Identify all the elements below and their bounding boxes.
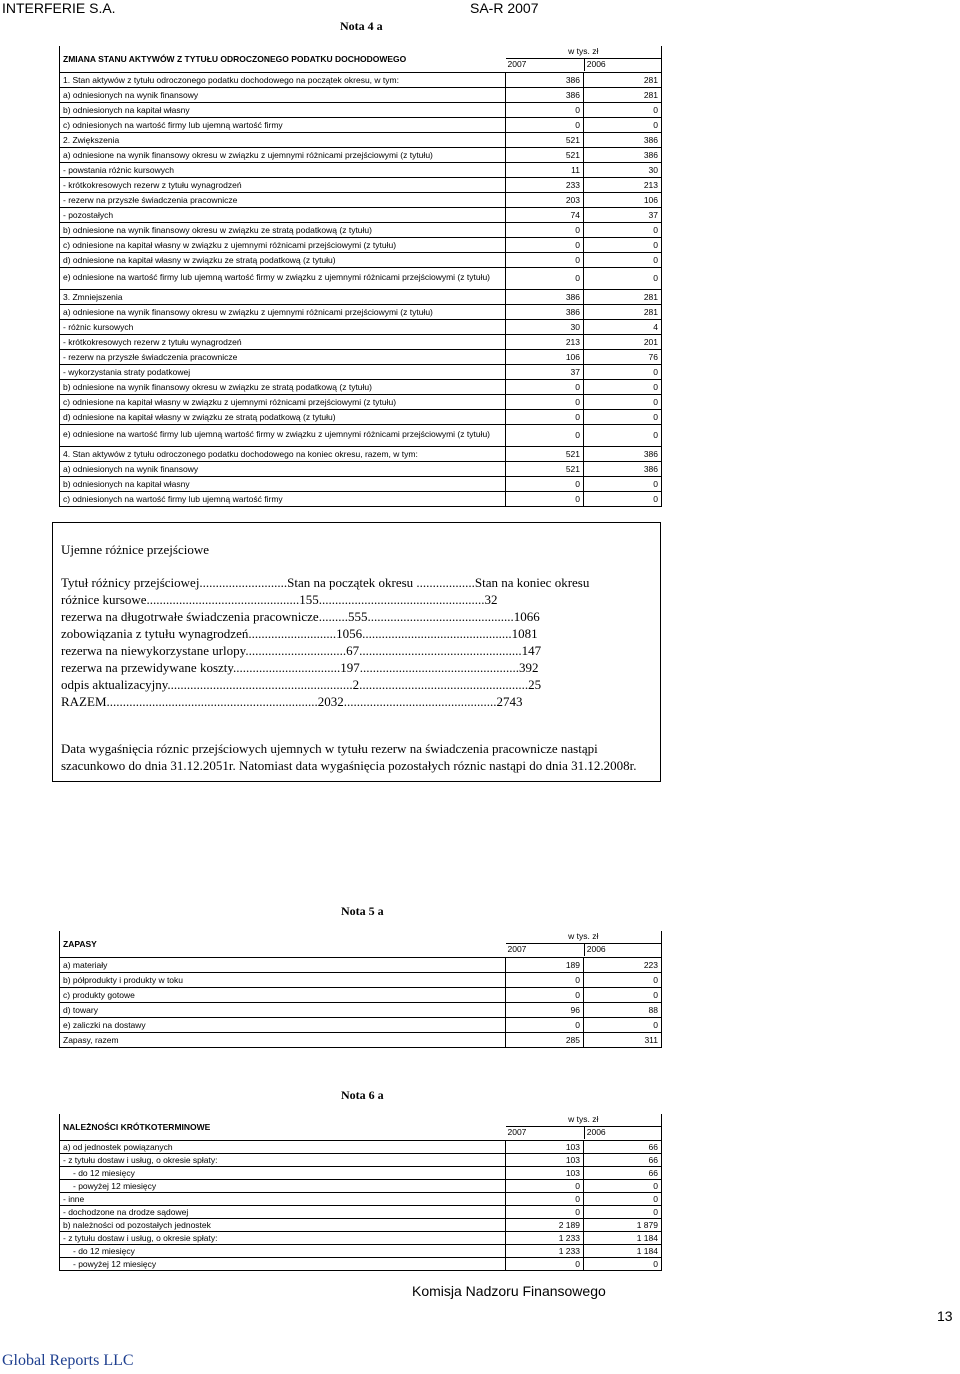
value-2006: 30 [584, 162, 662, 177]
row-label: b) półprodukty i produkty w toku [60, 972, 506, 987]
value-2006: 0 [584, 476, 662, 491]
value-2006: 0 [584, 102, 662, 117]
table-row [60, 87, 662, 102]
row-label: - inne [60, 1192, 506, 1205]
value-2006: 76 [584, 349, 662, 364]
row-label: a) odniesionych na wynik finansowy [60, 87, 506, 102]
row-label: a) odniesione na wynik finansowy okresu w związku z ujemnymi różnicami przejściowymi (z tytułu) [60, 147, 506, 162]
value-2007: 521 [506, 132, 584, 147]
value-2006: 0 [584, 394, 662, 409]
value-2007: 30 [506, 319, 584, 334]
row-label: 3. Zmniejszenia [60, 289, 506, 304]
value-2007: 0 [506, 267, 584, 289]
value-2006: 281 [584, 87, 662, 102]
table-row [60, 1192, 662, 1205]
row-label: b) odniesione na wynik finansowy okresu w związku ze stratą podatkową (z tytułu) [60, 379, 506, 394]
row-label: - do 12 miesięcy [60, 1244, 506, 1257]
value-2007: 0 [506, 1179, 584, 1192]
table-row [60, 409, 662, 424]
table-row [60, 102, 662, 117]
nota4-year-header [506, 46, 662, 72]
note-line: odpis aktualizacyjny.........................................................2....................................................25 [61, 677, 542, 692]
table-row [60, 1166, 662, 1179]
value-2006: 0 [584, 237, 662, 252]
value-2007: 0 [506, 987, 584, 1002]
nota6-unit: w tys. zł [568, 1114, 599, 1125]
table-row [60, 476, 662, 491]
value-2006: 66 [584, 1153, 662, 1166]
row-label: - rezerw na przyszłe świadczenia pracownicze [60, 192, 506, 207]
row-label: c) odniesione na kapitał własny w związku z ujemnymi różnicami przejściowymi (z tytułu) [60, 394, 506, 409]
value-2007: 203 [506, 192, 584, 207]
value-2006: 386 [584, 132, 662, 147]
value-2006: 1 184 [584, 1244, 662, 1257]
row-label: b) należności od pozostałych jednostek [60, 1218, 506, 1231]
value-2006: 0 [584, 1017, 662, 1032]
note-line: RAZEM.................................................................2032...............................................2743 [61, 694, 523, 709]
table-row [60, 147, 662, 162]
table-row [60, 72, 662, 87]
row-label: c) odniesionych na wartość firmy lub ujemną wartość firmy [60, 117, 506, 132]
value-2006: 0 [584, 424, 662, 446]
note-box [52, 522, 661, 782]
value-2007: 0 [506, 102, 584, 117]
table-row [60, 379, 662, 394]
value-2006: 281 [584, 289, 662, 304]
table-row [60, 117, 662, 132]
table-row [60, 1032, 662, 1047]
table-row [60, 957, 662, 972]
nota4-heading: Nota 4 a [340, 19, 383, 33]
row-label: 1. Stan aktywów z tytułu odroczonego podatku dochodowego na początek okresu, w tym: [60, 72, 506, 87]
table-row [60, 461, 662, 476]
report-id: SA-R 2007 [470, 0, 539, 16]
value-2006: 386 [584, 446, 662, 461]
nota6-table [59, 1114, 662, 1271]
table-row [60, 424, 662, 446]
value-2006: 0 [584, 222, 662, 237]
table-row [60, 491, 662, 506]
nota4-title: ZMIANA STANU AKTYWÓW Z TYTUŁU ODROCZONEGO PODATKU DOCHODOWEGO [60, 46, 506, 72]
value-2007: 0 [506, 237, 584, 252]
table-row [60, 446, 662, 461]
nota5-title: ZAPASY [60, 931, 506, 957]
value-2007: 11 [506, 162, 584, 177]
value-2006: 281 [584, 304, 662, 319]
value-2007: 0 [506, 222, 584, 237]
nota4-year-2006: 2006 [586, 59, 606, 70]
value-2007: 0 [506, 409, 584, 424]
value-2007: 0 [506, 972, 584, 987]
table-row [60, 987, 662, 1002]
value-2007: 0 [506, 117, 584, 132]
row-label: e) zaliczki na dostawy [60, 1017, 506, 1032]
row-label: - różnic kursowych [60, 319, 506, 334]
row-label: b) odniesionych na kapitał własny [60, 476, 506, 491]
value-2006: 386 [584, 461, 662, 476]
value-2007: 1 233 [506, 1244, 584, 1257]
row-label: - krótkokresowych rezerw z tytułu wynagrodzeń [60, 177, 506, 192]
row-label: - rezerw na przyszłe świadczenia pracownicze [60, 349, 506, 364]
nota5-table [59, 931, 662, 1048]
value-2006: 66 [584, 1140, 662, 1153]
nota5-heading: Nota 5 a [341, 904, 384, 918]
nota4-year-2007: 2007 [506, 59, 585, 71]
table-row [60, 267, 662, 289]
table-row [60, 1017, 662, 1032]
nota4-unit: w tys. zł [568, 46, 599, 57]
value-2007: 0 [506, 394, 584, 409]
value-2007: 521 [506, 147, 584, 162]
value-2007: 74 [506, 207, 584, 222]
value-2007: 386 [506, 289, 584, 304]
row-label: e) odniesione na wartość firmy lub ujemną wartość firmy w związku z ujemnymi różnicami przejściowymi (z tytułu) [60, 267, 506, 289]
value-2006: 37 [584, 207, 662, 222]
value-2006: 0 [584, 364, 662, 379]
value-2007: 0 [506, 252, 584, 267]
value-2006: 88 [584, 1002, 662, 1017]
value-2006: 223 [584, 957, 662, 972]
value-2007: 386 [506, 87, 584, 102]
value-2006: 0 [584, 987, 662, 1002]
company-name: INTERFERIE S.A. [2, 0, 116, 16]
value-2006: 311 [584, 1032, 662, 1047]
value-2007: 386 [506, 304, 584, 319]
table-row [60, 972, 662, 987]
knf-footer: Komisja Nadzoru Finansowego [412, 1283, 606, 1299]
row-label: - dochodzone na drodze sądowej [60, 1205, 506, 1218]
row-label: b) odniesione na wynik finansowy okresu w związku ze stratą podatkową (z tytułu) [60, 222, 506, 237]
note-line: rezerwa na długotrwałe świadczenia pracownicze.........555.............................................1066 [61, 609, 540, 624]
value-2007: 103 [506, 1166, 584, 1179]
value-2006: 0 [584, 117, 662, 132]
table-row [60, 1257, 662, 1270]
table-row [60, 364, 662, 379]
nota5-year-2006: 2006 [586, 944, 606, 955]
row-label: - wykorzystania straty podatkowej [60, 364, 506, 379]
table-row [60, 207, 662, 222]
value-2007: 106 [506, 349, 584, 364]
value-2006: 0 [584, 409, 662, 424]
page-number: 13 [937, 1308, 953, 1324]
table-row [60, 1244, 662, 1257]
value-2007: 386 [506, 72, 584, 87]
table-row [60, 177, 662, 192]
value-2006: 1 184 [584, 1231, 662, 1244]
row-label: d) odniesione na kapitał własny w związku ze stratą podatkową (z tytułu) [60, 409, 506, 424]
row-label: b) odniesionych na kapitał własny [60, 102, 506, 117]
row-label: - do 12 miesięcy [60, 1166, 506, 1179]
value-2006: 0 [584, 1205, 662, 1218]
row-label: d) odniesione na kapitał własny w związku ze stratą podatkową (z tytułu) [60, 252, 506, 267]
value-2007: 521 [506, 461, 584, 476]
row-label: 4. Stan aktywów z tytułu odroczonego podatku dochodowego na koniec okresu, razem, w tym: [60, 446, 506, 461]
note-box-paragraph: Data wygaśnięcia róznic przejściowych ujemnych w tytułu rezerw na świadczenia pracownicze nastąpi szacunkowo do dnia 31.12.2051r. Natomiast data wygaśnięcia pozostałych róznic nastąpi do dnia 31.12.2008r. [61, 741, 637, 773]
table-row [60, 289, 662, 304]
table-row [60, 1140, 662, 1153]
table-row [60, 237, 662, 252]
value-2006: 4 [584, 319, 662, 334]
value-2007: 0 [506, 379, 584, 394]
value-2007: 37 [506, 364, 584, 379]
note-box-heading: Ujemne różnice przejściowe [61, 542, 209, 557]
nota5-year-2007: 2007 [506, 944, 585, 956]
note-box-lines [61, 574, 661, 710]
nota6-year-2006: 2006 [586, 1127, 606, 1138]
table-row [60, 1205, 662, 1218]
row-label: d) towary [60, 1002, 506, 1017]
value-2006: 0 [584, 267, 662, 289]
table-row [60, 394, 662, 409]
row-label: e) odniesione na wartość firmy lub ujemną wartość firmy w związku z ujemnymi różnicami przejściowymi (z tytułu) [60, 424, 506, 446]
value-2006: 0 [584, 252, 662, 267]
value-2006: 0 [584, 972, 662, 987]
value-2007: 1 233 [506, 1231, 584, 1244]
nota6-heading: Nota 6 a [341, 1088, 384, 1102]
nota6-title: NALEŻNOŚCI KRÓTKOTERMINOWE [60, 1114, 506, 1140]
value-2007: 0 [506, 476, 584, 491]
note-line: różnice kursowe...............................................155...................................................32 [61, 592, 498, 607]
table-row [60, 1179, 662, 1192]
value-2007: 0 [506, 1257, 584, 1270]
row-label: - powyżej 12 miesięcy [60, 1257, 506, 1270]
table-row [60, 334, 662, 349]
value-2007: 103 [506, 1140, 584, 1153]
nota6-year-2007: 2007 [506, 1127, 585, 1139]
nota5-unit: w tys. zł [568, 931, 599, 942]
row-label: c) odniesione na kapitał własny w związku z ujemnymi różnicami przejściowymi (z tytułu) [60, 237, 506, 252]
brand-footer: Global Reports LLC [2, 1352, 134, 1369]
value-2006: 66 [584, 1166, 662, 1179]
value-2006: 0 [584, 379, 662, 394]
value-2007: 0 [506, 491, 584, 506]
table-row [60, 304, 662, 319]
value-2007: 285 [506, 1032, 584, 1047]
value-2007: 0 [506, 1192, 584, 1205]
table-row [60, 1218, 662, 1231]
row-label: c) odniesionych na wartość firmy lub ujemną wartość firmy [60, 491, 506, 506]
value-2006: 386 [584, 147, 662, 162]
nota5-year-header [506, 931, 662, 957]
value-2006: 0 [584, 1192, 662, 1205]
value-2007: 0 [506, 1205, 584, 1218]
value-2006: 201 [584, 334, 662, 349]
row-label: a) od jednostek powiązanych [60, 1140, 506, 1153]
table-row [60, 222, 662, 237]
value-2006: 213 [584, 177, 662, 192]
nota4-table [59, 46, 662, 507]
note-line: zobowiązania z tytułu wynagrodzeń...........................1056..............................................1081 [61, 626, 538, 641]
table-row [60, 349, 662, 364]
value-2006: 0 [584, 491, 662, 506]
row-label: - z tytułu dostaw i usług, o okresie spłaty: [60, 1231, 506, 1244]
row-label: a) odniesione na wynik finansowy okresu w związku z ujemnymi różnicami przejściowymi (z tytułu) [60, 304, 506, 319]
table-row [60, 162, 662, 177]
value-2007: 189 [506, 957, 584, 972]
value-2007: 103 [506, 1153, 584, 1166]
row-label: a) odniesionych na wynik finansowy [60, 461, 506, 476]
table-row [60, 1153, 662, 1166]
table-row [60, 319, 662, 334]
nota6-year-header [506, 1114, 662, 1140]
table-row [60, 1002, 662, 1017]
row-label: - z tytułu dostaw i usług, o okresie spłaty: [60, 1153, 506, 1166]
note-line: rezerwa na przewidywane koszty.................................197.................................................392 [61, 660, 539, 675]
value-2007: 521 [506, 446, 584, 461]
value-2006: 0 [584, 1257, 662, 1270]
value-2007: 233 [506, 177, 584, 192]
table-row [60, 252, 662, 267]
value-2006: 281 [584, 72, 662, 87]
row-label: a) materiały [60, 957, 506, 972]
value-2006: 0 [584, 1179, 662, 1192]
row-label: Zapasy, razem [60, 1032, 506, 1047]
row-label: - powyżej 12 miesięcy [60, 1179, 506, 1192]
value-2007: 0 [506, 424, 584, 446]
note-line: Tytuł różnicy przejściowej...........................Stan na początek okresu ..................Stan na koniec okresu [61, 575, 590, 590]
table-row [60, 132, 662, 147]
value-2007: 0 [506, 1017, 584, 1032]
value-2006: 106 [584, 192, 662, 207]
table-row [60, 1231, 662, 1244]
row-label: 2. Zwiększenia [60, 132, 506, 147]
value-2007: 96 [506, 1002, 584, 1017]
row-label: - pozostałych [60, 207, 506, 222]
row-label: - powstania różnic kursowych [60, 162, 506, 177]
value-2007: 213 [506, 334, 584, 349]
value-2007: 2 189 [506, 1218, 584, 1231]
row-label: c) produkty gotowe [60, 987, 506, 1002]
note-line: rezerwa na niewykorzystane urlopy...............................67..................................................147 [61, 643, 542, 658]
row-label: - krótkokresowych rezerw z tytułu wynagrodzeń [60, 334, 506, 349]
value-2006: 1 879 [584, 1218, 662, 1231]
table-row [60, 192, 662, 207]
